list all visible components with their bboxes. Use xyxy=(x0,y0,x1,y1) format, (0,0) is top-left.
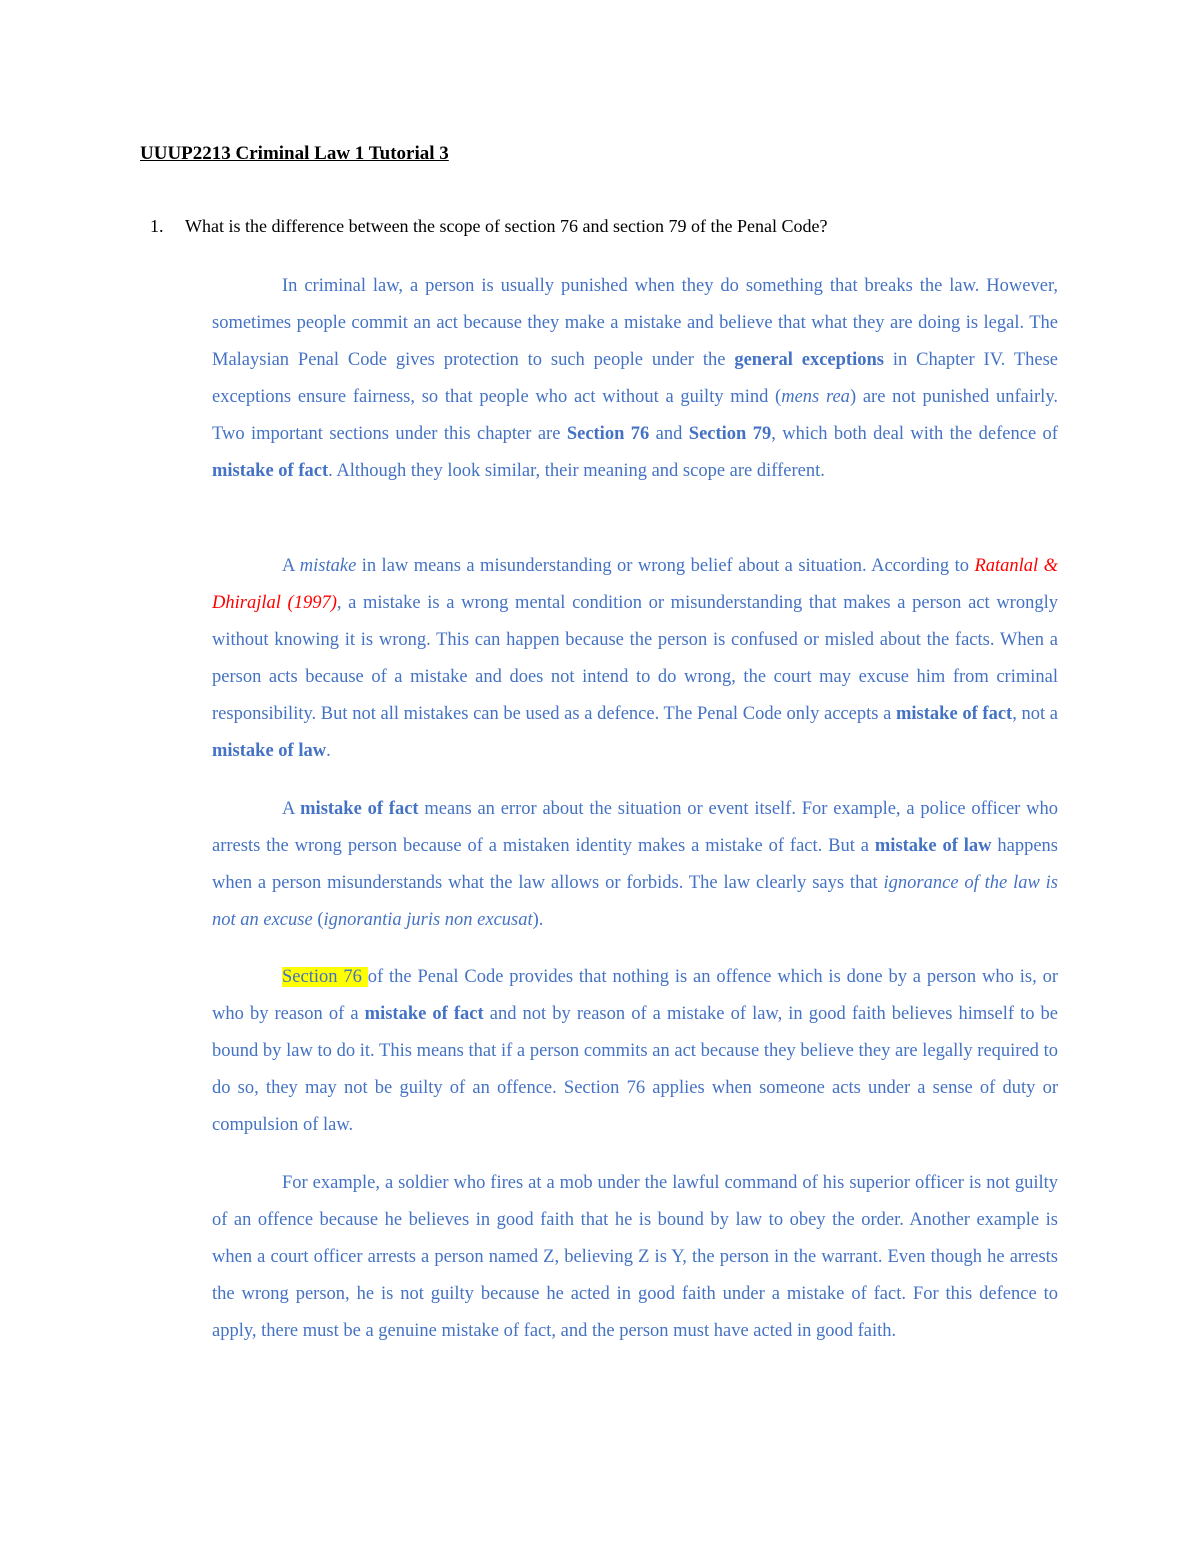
p4-text-1: of the Penal Code provides that nothing is an offence which is done by a person who is, or who by reason of a xyxy=(212,967,1058,1024)
p2-text-3: , a mistake is a wrong mental condition or misunderstanding that makes a person act wrongly without knowing it is wrong. This can happen because the person is confused or misled about the facts. When a person acts because of a mistake and does not intend to do wrong, the court may excuse him from criminal responsibility. But not all mistakes can be used as a defence. The Penal Code only accepts a xyxy=(212,593,1058,724)
p1-text-6: . Although they look similar, their meaning and scope are different. xyxy=(328,461,825,481)
p3-text-2: means an error about the situation or event itself. For example, a police officer who arrests the wrong person because of a mistaken identity makes a mistake of fact. But a xyxy=(212,799,1058,856)
p4-bold-mistake-of-fact: mistake of fact xyxy=(364,1004,484,1024)
p3-text-5: ). xyxy=(532,910,544,930)
p3-italic-latin-maxim: ignorantia juris non excusat xyxy=(323,910,533,930)
p1-bold-section-79: Section 79 xyxy=(688,424,772,444)
p2-text-4: , not a xyxy=(1012,704,1058,724)
p2-italic-mistake: mistake xyxy=(299,556,357,576)
question-1 xyxy=(150,216,827,237)
p1-text-3: ) are not punished unfairly. Two important sections under this chapter are xyxy=(212,387,1058,444)
p2-citation: Ratanlal & Dhirajlal (1997) xyxy=(212,556,1058,613)
p1-bold-section-76: Section 76 xyxy=(566,424,650,444)
p2-bold-mistake-of-law: mistake of law xyxy=(212,741,327,761)
p1-text-1: In criminal law, a person is usually punished when they do something that breaks the law. However, sometimes people commit an act because they make a mistake and believe that what they are doing is legal. The Malaysian Penal Code gives protection to such people under the xyxy=(212,276,1058,370)
document-title: UUUP2213 Criminal Law 1 Tutorial 3 xyxy=(140,143,449,164)
p1-italic-mens-rea: mens rea xyxy=(781,387,850,407)
p1-bold-mistake-of-fact: mistake of fact xyxy=(212,461,329,481)
answer-paragraph-1 xyxy=(212,268,1058,490)
p3-italic-maxim: ignorance of the law is not an excuse xyxy=(212,873,1058,930)
p1-bold-general-exceptions: general exceptions xyxy=(734,350,884,370)
p3-text-1: A xyxy=(282,799,301,819)
p4-text-2: and not by reason of a mistake of law, in good faith believes himself to be bound by law to do it. This means that if a person commits an act because they believe they are legally required to do so, they may not be guilty of an offence. Section 76 applies when someone acts under a sense of duty or compulsion of law. xyxy=(212,1004,1058,1135)
p1-text-5: , which both deal with the defence of xyxy=(771,424,1058,444)
p1-text-2: in Chapter IV. These exceptions ensure fairness, so that people who act without a guilty mind ( xyxy=(212,350,1058,407)
p3-bold-mistake-of-fact: mistake of fact xyxy=(300,799,419,819)
p2-bold-mistake-of-fact: mistake of fact xyxy=(896,704,1013,724)
p2-text-2: in law means a misunderstanding or wrong belief about a situation. According to xyxy=(356,556,975,576)
answer-paragraph-2 xyxy=(212,548,1058,770)
answer-paragraph-3 xyxy=(212,791,1058,939)
p3-text-3: happens when a person misunderstands what the law allows or forbids. The law clearly says that xyxy=(212,836,1059,893)
answer-paragraph-5 xyxy=(212,1165,1058,1350)
p3-bold-mistake-of-law: mistake of law xyxy=(874,836,992,856)
p1-text-4: and xyxy=(649,424,689,444)
p2-text-5: . xyxy=(326,741,331,761)
p4-highlighted-section-76: Section 76 xyxy=(282,967,368,987)
question-text: What is the difference between the scope of section 76 and section 79 of the Penal Code? xyxy=(185,216,828,236)
p2-text-1: A xyxy=(282,556,300,576)
answer-paragraph-4 xyxy=(212,959,1058,1144)
question-number: 1. xyxy=(150,216,164,236)
p3-text-4: ( xyxy=(312,910,324,930)
p5-text-1: For example, a soldier who fires at a mob under the lawful command of his superior officer is not guilty of an offence because he believes in good faith that he is bound by law to obey the order. Another example is when a court officer arrests a person named Z, believing Z is Y, the person in the warrant. Even though he arrests the wrong person, he is not guilty because he acted in good faith under a mistake of fact. For this defence to apply, there must be a genuine mistake of fact, and the person must have acted in good faith. xyxy=(212,1173,1058,1341)
